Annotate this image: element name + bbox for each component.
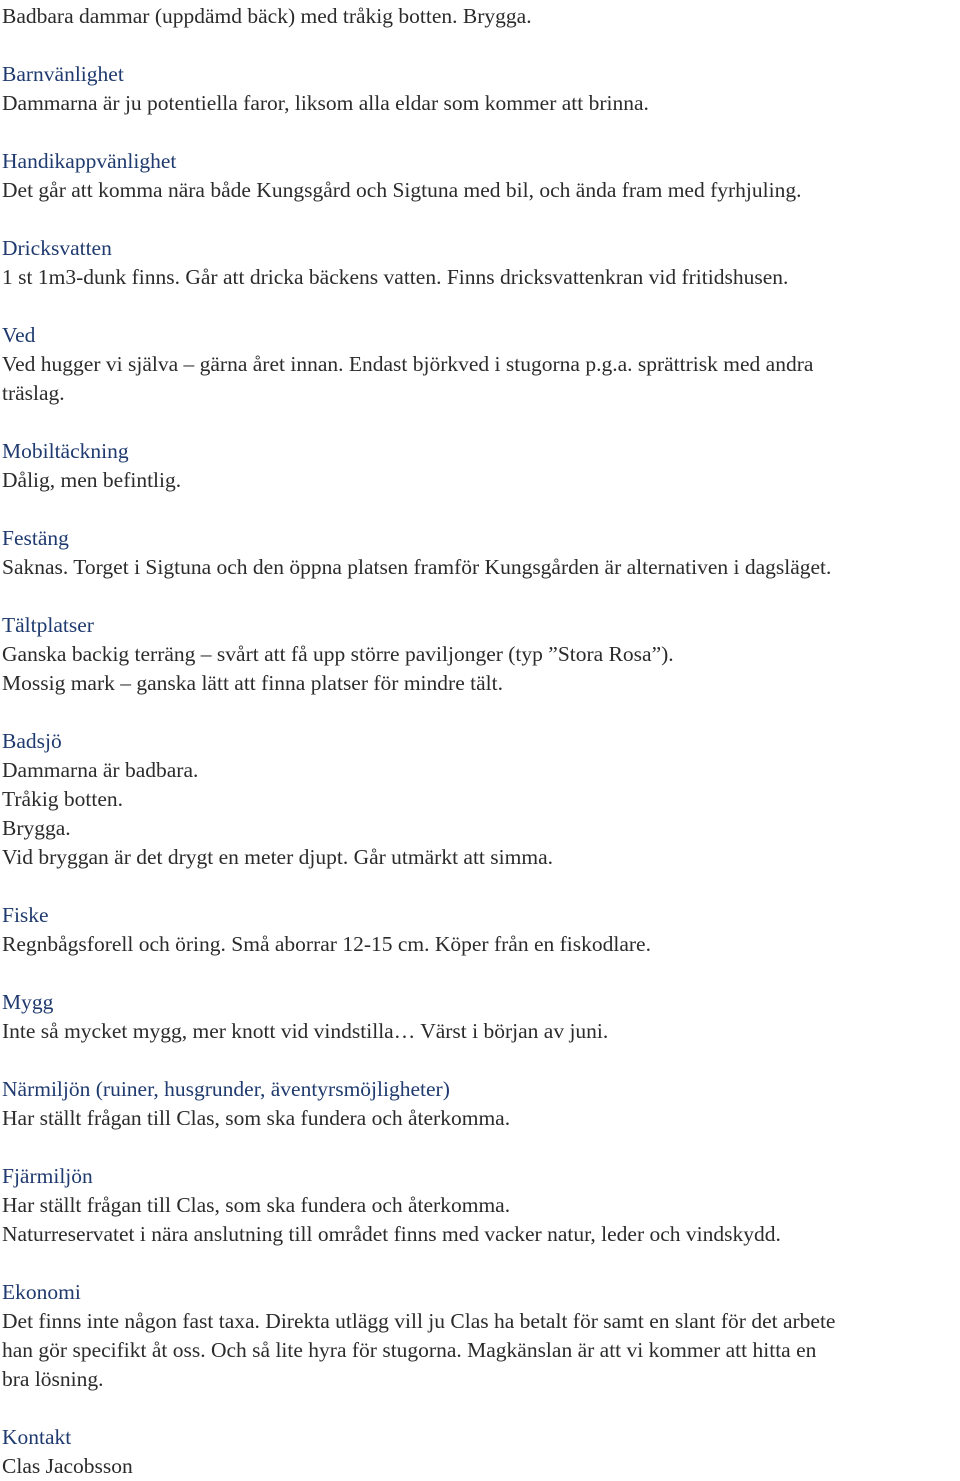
section bbox=[2, 60, 960, 118]
section bbox=[2, 524, 960, 582]
section-text-line: Naturreservatet i nära anslutning till området finns med vacker natur, leder och vindskydd. bbox=[2, 1222, 781, 1246]
section-heading: Handikappvänlighet bbox=[2, 149, 177, 173]
section-heading: Ved bbox=[2, 323, 36, 347]
section-heading: Barnvänlighet bbox=[2, 62, 124, 86]
section-text-line: Det finns inte någon fast taxa. Direkta utlägg vill ju Clas ha betalt för samt en slant för det arbete bbox=[2, 1309, 836, 1333]
section-list bbox=[2, 60, 960, 1481]
section-text-line: Saknas. Torget i Sigtuna och den öppna platsen framför Kungsgården är alternativen i dagsläget. bbox=[2, 555, 832, 579]
section bbox=[2, 321, 960, 408]
section-text-line: Clas Jacobsson bbox=[2, 1454, 133, 1478]
section-text-line: Har ställt frågan till Clas, som ska fundera och återkomma. bbox=[2, 1106, 511, 1130]
section-heading: Tältplatser bbox=[2, 613, 94, 637]
section-heading: Dricksvatten bbox=[2, 236, 112, 260]
section-text-line: 1 st 1m3-dunk finns. Går att dricka bäckens vatten. Finns dricksvattenkran vid fritidshusen. bbox=[2, 265, 789, 289]
section-text-line: Mossig mark – ganska lätt att finna platser för mindre tält. bbox=[2, 671, 503, 695]
section-text-line: Dammarna är badbara. bbox=[2, 758, 199, 782]
section-text-line: Ved hugger vi själva – gärna året innan. Endast björkved i stugorna p.g.a. sprättrisk med andra bbox=[2, 352, 814, 376]
section-text-line: han gör specifikt åt oss. Och så lite hyra för stugorna. Magkänslan är att vi kommer att hitta en bbox=[2, 1338, 817, 1362]
intro-line: Badbara dammar (uppdämd bäck) med tråkig botten. Brygga. bbox=[2, 4, 532, 28]
section-heading: Mobiltäckning bbox=[2, 439, 129, 463]
section-heading: Mygg bbox=[2, 990, 54, 1014]
section-text-line: Vid bryggan är det drygt en meter djupt. Går utmärkt att simma. bbox=[2, 845, 553, 869]
section bbox=[2, 1162, 960, 1249]
section-text-line: Inte så mycket mygg, mer knott vid vindstilla… Värst i början av juni. bbox=[2, 1019, 609, 1043]
section-text-line: Brygga. bbox=[2, 816, 71, 840]
section bbox=[2, 988, 960, 1046]
section-text-line: Dålig, men befintlig. bbox=[2, 468, 182, 492]
section-text-line: Har ställt frågan till Clas, som ska fundera och återkomma. bbox=[2, 1193, 511, 1217]
section bbox=[2, 147, 960, 205]
section-heading: Festäng bbox=[2, 526, 69, 550]
section-text-line: bra lösning. bbox=[2, 1367, 104, 1391]
section-text-line: Ganska backig terräng – svårt att få upp större paviljonger (typ ”Stora Rosa”). bbox=[2, 642, 674, 666]
section-heading: Ekonomi bbox=[2, 1280, 81, 1304]
section-heading: Fjärmiljön bbox=[2, 1164, 93, 1188]
section-heading: Badsjö bbox=[2, 729, 62, 753]
section-heading: Närmiljön (ruiner, husgrunder, äventyrsmöjligheter) bbox=[2, 1077, 450, 1101]
section bbox=[2, 727, 960, 872]
section-text-line: Det går att komma nära både Kungsgård och Sigtuna med bil, och ända fram med fyrhjuling. bbox=[2, 178, 802, 202]
section-text-line: träslag. bbox=[2, 381, 65, 405]
section-text-line: Tråkig botten. bbox=[2, 787, 124, 811]
section bbox=[2, 1423, 960, 1481]
section bbox=[2, 1278, 960, 1394]
section bbox=[2, 234, 960, 292]
section-text-line: Dammarna är ju potentiella faror, liksom alla eldar som kommer att brinna. bbox=[2, 91, 649, 115]
section-heading: Kontakt bbox=[2, 1425, 72, 1449]
section-text-line: Regnbågsforell och öring. Små aborrar 12-15 cm. Köper från en fiskodlare. bbox=[2, 932, 651, 956]
section-heading: Fiske bbox=[2, 903, 49, 927]
section bbox=[2, 1075, 960, 1133]
section bbox=[2, 437, 960, 495]
section bbox=[2, 611, 960, 698]
section bbox=[2, 901, 960, 959]
